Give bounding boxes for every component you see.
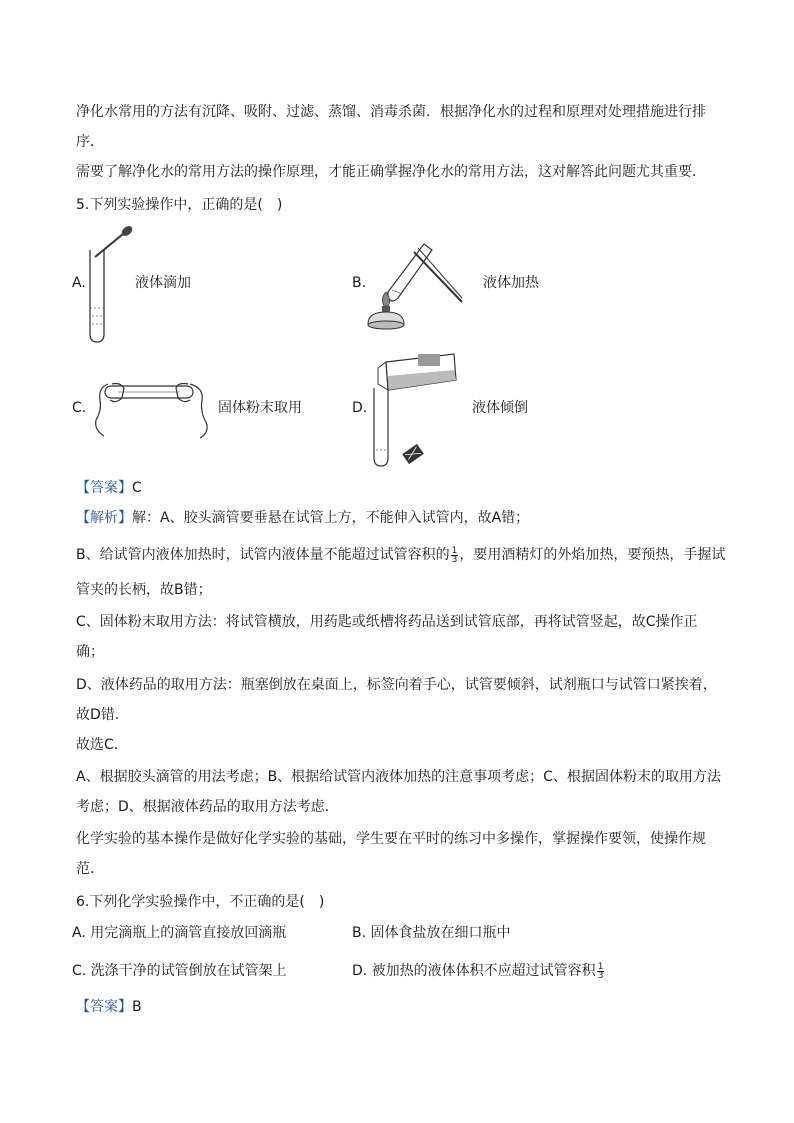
q5-analysis-line-11: 化学实验的基本操作是做好化学实验的基础，学生要在平时的练习中多操作，掌握操作要领，使操作规 xyxy=(76,831,706,847)
q6-option-d xyxy=(352,961,605,981)
analysis-tag: 【解析】 xyxy=(76,510,132,526)
hands-test-tube-figure xyxy=(90,378,215,443)
analysis-text: 解：A、胶头滴管要垂悬在试管上方，不能伸入试管内，故A错； xyxy=(132,510,530,526)
q5-analysis-line-5: 确； xyxy=(76,644,104,660)
fraction-one-third: $\frac{1}{3}$ xyxy=(597,961,604,981)
q5-option-b-caption: 液体加热 xyxy=(483,275,539,291)
q5-analysis-line-6: D、液体药品的取用方法：瓶塞倒放在桌面上，标签向着手心，试管要倾斜，试剂瓶口与试管口紧挨着， xyxy=(76,677,717,693)
q5-analysis-line-2 xyxy=(76,545,725,565)
q6-option-c: C. 洗涤干净的试管倒放在试管架上 xyxy=(72,963,287,979)
q5-analysis-line-9: A、根据胶头滴管的用法考虑；B、根据给试管内液体加热的注意事项考虑；C、根据固体粉末的取用方法 xyxy=(76,769,721,785)
option-text: D. 被加热的液体体积不应超过试管容积 xyxy=(352,963,596,979)
analysis-text: B、给试管内液体加热时，试管内液体量不能超过试管容积的 xyxy=(76,547,450,563)
q6-option-b: B. 固体食盐放在细口瓶中 xyxy=(352,925,511,941)
q6-answer xyxy=(76,997,142,1017)
q5-option-c-caption: 固体粉末取用 xyxy=(218,400,302,416)
q5-option-d-letter: D. xyxy=(352,400,368,416)
q5-analysis-line-12: 范． xyxy=(76,861,104,877)
q5-analysis-line-4: C、固体粉末取用方法：将试管横放，用药匙或纸槽将药品送到试管底部，再将试管竖起，故C操作正 xyxy=(76,614,698,630)
q5-analysis-line-3: 管夹的长柄，故B错； xyxy=(76,582,212,598)
dropper-test-tube-figure xyxy=(85,222,145,347)
analysis-text: ，要用酒精灯的外焰加热，要预热，手握试 xyxy=(459,547,726,563)
answer-tag: 【答案】 xyxy=(76,480,132,496)
fraction-one-third: $\frac{1}{3}$ xyxy=(451,545,458,565)
q5-analysis-line-8: 故选C． xyxy=(76,737,128,753)
answer-value: C xyxy=(132,480,142,496)
q5-analysis-line-7: 故D错． xyxy=(76,707,129,723)
answer-value: B xyxy=(132,999,142,1015)
q5-answer xyxy=(76,478,142,498)
intro-line-2: 序． xyxy=(76,134,104,150)
q6-option-a: A. 用完滴瓶上的滴管直接放回滴瓶 xyxy=(72,925,287,941)
q5-option-a-caption: 液体滴加 xyxy=(135,275,191,291)
pouring-figure xyxy=(368,350,468,475)
intro-line-1: 净化水常用的方法有沉降、吸附、过滤、蒸馏、消毒杀菌．根据净化水的过程和原理对处理措施进行排 xyxy=(76,104,706,120)
q5-analysis-line-1 xyxy=(76,508,529,528)
answer-tag: 【答案】 xyxy=(76,999,132,1015)
intro-line-3: 需要了解净化水的常用方法的操作原理，才能正确掌握净化水的常用方法，这对解答此问题尤其重要． xyxy=(76,164,706,180)
heating-figure xyxy=(362,232,472,332)
q5-stem: 5.下列实验操作中，正确的是( ) xyxy=(76,197,283,213)
q5-option-d-caption: 液体倾倒 xyxy=(472,400,528,416)
q5-analysis-line-10: 考虑；D、根据液体药品的取用方法考虑． xyxy=(76,799,339,815)
q5-option-a-letter: A. xyxy=(72,275,86,291)
q6-stem: 6.下列化学实验操作中，不正确的是( ) xyxy=(76,894,325,910)
q5-option-b-letter: B. xyxy=(352,275,367,291)
q5-option-c-letter: C. xyxy=(72,400,87,416)
